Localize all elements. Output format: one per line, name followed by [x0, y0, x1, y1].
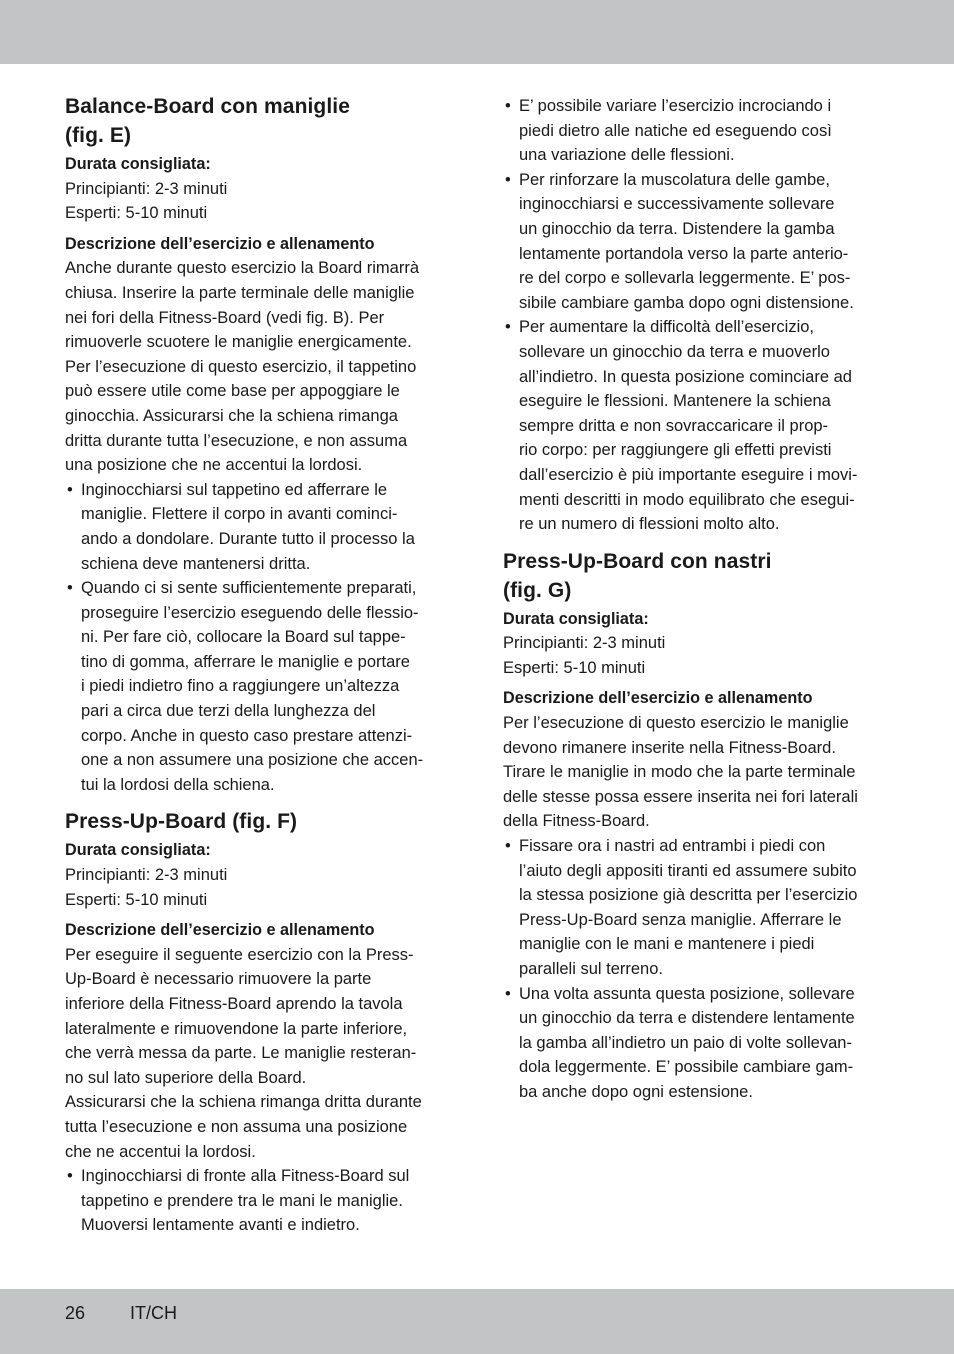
press-up-straps-title: Press-Up-Board con nastri (fig. G)	[503, 549, 772, 602]
header-band	[0, 0, 954, 64]
balance-board-title: Balance-Board con maniglie (fig. E)	[65, 95, 351, 147]
press-up-board-title: Press-Up-Board (fig. F)	[65, 810, 298, 834]
list-item: • Fissare ora i nastri ad entrambi i piedi con l’aiuto degli appositi tiranti ed assumere subito la stessa posizione già descritta per l’esercizio Press-Up-Board senza maniglie. Afferrare le maniglie con le mani e mantenere i piedi paralleli sul terreno.	[503, 834, 898, 982]
straps-experts: Esperti: 5-10 minuti	[503, 658, 646, 677]
pressup-duration-label: Durata consigliata:	[65, 841, 211, 860]
page-number: 26	[65, 1303, 86, 1323]
balance-experts: Esperti: 5-10 minuti	[65, 204, 208, 223]
left-column	[65, 92, 460, 1238]
list-item: • E’ possibile variare l’esercizio incrociando i piedi dietro alle natiche ed eseguendo così una variazione delle flessioni.	[503, 94, 898, 168]
straps-description-label: Descrizione dell’esercizio e allenamento	[503, 689, 813, 708]
straps-bullet-list	[503, 834, 898, 1105]
pressup-intro: Per eseguire il seguente esercizio con la Press- Up-Board è necessario rimuovere la parte inferiore della Fitness-Board aprendo la tavola lateralmente e rimuovendone la parte inferiore, che verrà messa da parte. Le maniglie resteran- no sul lato superiore della Board. Assicurarsi che la schiena rimanga dritta durante tutta l’esecuzione e non assuma una posizione che ne accentui la lordosi.	[65, 945, 422, 1161]
list-item: • Inginocchiarsi di fronte alla Fitness-Board sul tappetino e prendere tra le mani le maniglie. Muoversi lentamente avanti e indietro.	[65, 1164, 460, 1238]
balance-bullet-list	[65, 478, 460, 798]
straps-intro: Per l’esecuzione di questo esercizio le maniglie devono rimanere inserite nella Fitness-Board. Tirare le maniglie in modo che la parte terminale delle stesse possa essere inserita nei fori laterali della Fitness-Board.	[503, 714, 858, 831]
pressup-description-label: Descrizione dell’esercizio e allenamento	[65, 921, 375, 940]
list-item: • Una volta assunta questa posizione, sollevare un ginocchio da terra e distendere lentamente la gamba all’indietro un paio di volte sollevan- dola leggermente. E’ possibile cambiare gam- ba anche dopo ogni estensione.	[503, 982, 898, 1105]
pressup-experts: Esperti: 5-10 minuti	[65, 890, 208, 909]
pressup-bullet-list	[65, 1164, 460, 1238]
straps-beginners: Principianti: 2-3 minuti	[503, 634, 666, 653]
list-item: • Inginocchiarsi sul tappetino ed afferrare le maniglie. Flettere il corpo in avanti cominci- ando a dondolare. Durante tutto il processo la schiena deve mantenersi dritta.	[65, 478, 460, 576]
pressup-beginners: Principianti: 2-3 minuti	[65, 866, 228, 885]
language-code: IT/CH	[130, 1303, 177, 1323]
list-item: • Per aumentare la difficoltà dell’esercizio, sollevare un ginocchio da terra e muoverlo all’indietro. In questa posizione cominciare ad eseguire le flessioni. Mantenere la schiena sempre dritta e non sovraccaricare il prop- rio corpo: per raggiungere gli effetti previsti dall’esercizio è più importante eseguire i movi- menti descritti in modo equilibrato che esegui- re un numero di flessioni molto alto.	[503, 315, 898, 536]
list-item: • Quando ci si sente sufficientemente preparati, proseguire l’esercizio eseguendo delle flessio- ni. Per fare ciò, collocare la Board sul tappe- tino di gomma, afferrare le maniglie e portare i piedi indietro fino a raggiungere un’altezza pari a circa due terzi della lunghezza del corpo. Anche in questo caso prestare attenzi- one a non assumere una posizione che accen- tui la lordosi della schiena.	[65, 576, 460, 797]
balance-bullet-list-continued	[503, 94, 898, 537]
straps-duration-label: Durata consigliata:	[503, 609, 649, 628]
balance-intro: Anche durante questo esercizio la Board rimarrà chiusa. Inserire la parte terminale delle maniglie nei fori della Fitness-Board (vedi fig. B). Per rimuoverle scuotere le maniglie energicamente. Per l’esecuzione di questo esercizio, il tappetino può essere utile come base per appoggiare le ginocchia. Assicurarsi che la schiena rimanga dritta durante tutta l’esecuzione, e non assuma una posizione che ne accentui la lordosi.	[65, 259, 420, 475]
right-column	[503, 94, 898, 1105]
balance-duration-label: Durata consigliata:	[65, 155, 211, 173]
balance-description-label: Descrizione dell’esercizio e allenamento	[65, 234, 375, 253]
list-item: • Per rinforzare la muscolatura delle gambe, inginocchiarsi e successivamente sollevare un ginocchio da terra. Distendere la gamba lentamente portandola verso la parte anterio- re del corpo e sollevarla leggermente. E’ pos- sibile cambiare gamba dopo ogni distensione.	[503, 168, 898, 316]
balance-beginners: Principianti: 2-3 minuti	[65, 179, 228, 198]
